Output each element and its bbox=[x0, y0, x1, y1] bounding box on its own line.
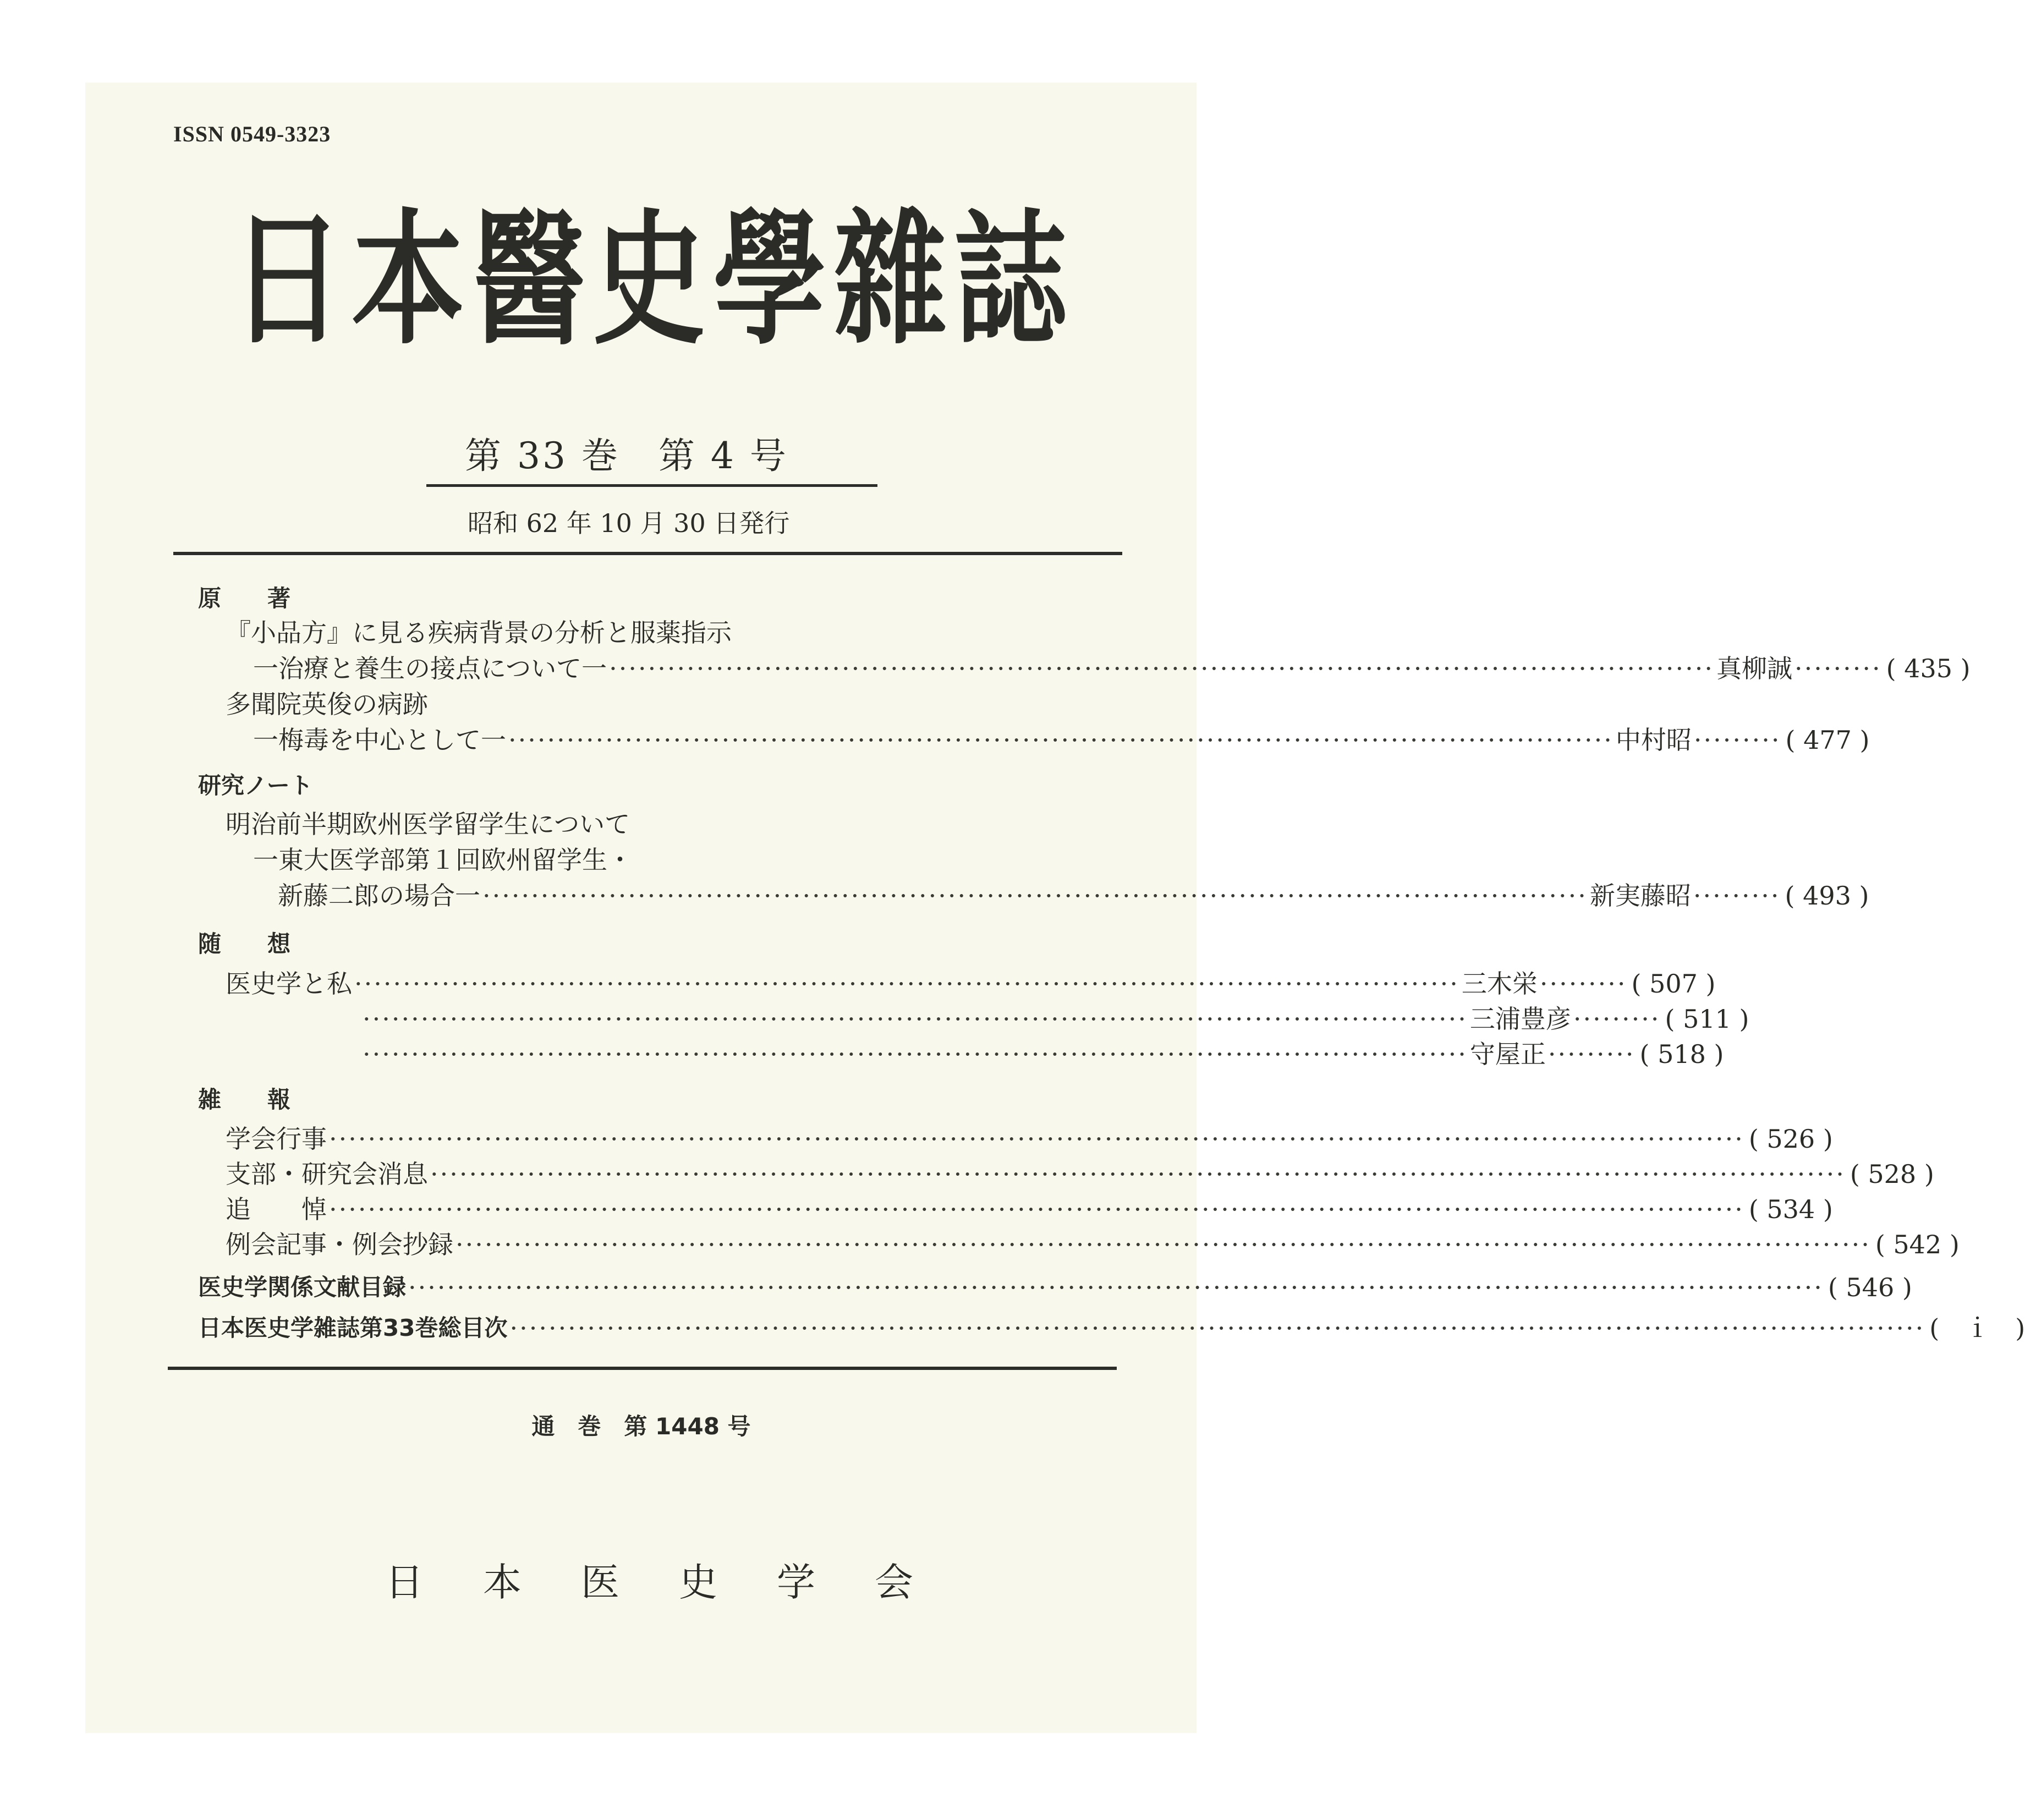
toc-entry bbox=[198, 1312, 2025, 1345]
author: 真柳 誠 bbox=[1716, 654, 1793, 683]
publisher bbox=[385, 1552, 913, 1607]
page-number: ( 542 ) bbox=[1875, 1230, 1960, 1259]
section-heading-essays: 随 想 bbox=[198, 930, 291, 957]
toc-entry bbox=[360, 1002, 1749, 1035]
leader-dots: ········· bbox=[1693, 881, 1781, 911]
essay-title: 医史学と私 bbox=[226, 969, 352, 999]
article-subtitle: 一東大医学部第１回欧州留学生・ bbox=[253, 845, 633, 875]
toc-entry bbox=[253, 723, 1870, 756]
publisher-char: 日 bbox=[385, 1560, 424, 1605]
item-label: 追 悼 bbox=[226, 1194, 327, 1224]
toc-entry bbox=[278, 879, 1869, 912]
leader-dots: ·················································································································· bbox=[363, 1039, 1468, 1069]
leader-dots: ·················································································································································· bbox=[456, 1230, 1871, 1259]
leader-dots: ········· bbox=[1693, 725, 1781, 755]
top-rule bbox=[173, 552, 1122, 555]
article-title: 明治前半期欧州医学留学生について bbox=[226, 809, 630, 839]
title-char: 史 bbox=[592, 196, 706, 365]
toc-entry bbox=[226, 1228, 1960, 1261]
page-number: ( 546 ) bbox=[1828, 1273, 1912, 1302]
article-title: 『小品方』に見る疾病背景の分析と服薬指示 bbox=[226, 618, 732, 648]
author: 新実 藤昭 bbox=[1589, 881, 1691, 911]
page-number: ( 528 ) bbox=[1850, 1159, 1934, 1189]
leader-dots: ·················································································································· bbox=[482, 881, 1588, 911]
article-subtitle: 一治療と養生の接点について一 bbox=[253, 654, 607, 683]
volume-issue: 第 33 巻 第 4 号 bbox=[465, 435, 788, 477]
toc-entry bbox=[226, 1122, 1833, 1155]
page-number: ( 526 ) bbox=[1748, 1124, 1833, 1154]
toc-entry bbox=[226, 967, 1716, 1000]
author: 三木 栄 bbox=[1461, 969, 1538, 999]
section-heading-misc: 雑 報 bbox=[198, 1086, 291, 1113]
volume-rule bbox=[426, 484, 877, 487]
title-char: 日 bbox=[231, 196, 344, 365]
bottom-rule bbox=[168, 1367, 1117, 1370]
article-subtitle: 新藤二郎の場合一 bbox=[278, 881, 480, 911]
toc-entry bbox=[226, 1158, 1934, 1191]
page-number: ( 511 ) bbox=[1665, 1004, 1749, 1034]
page-number: ( 518 ) bbox=[1639, 1039, 1724, 1069]
page-number: ( 477 ) bbox=[1785, 725, 1870, 755]
leader-dots: ·················································································································································· bbox=[329, 1124, 1744, 1154]
section-heading-index: 日本医史学雑誌第33巻総目次 bbox=[198, 1314, 508, 1341]
publisher-char: 学 bbox=[777, 1560, 815, 1605]
page-number: ( 507 ) bbox=[1631, 969, 1716, 999]
serial-number: 通 巻 第 1448 号 bbox=[531, 1413, 751, 1440]
journal-title bbox=[231, 190, 1067, 371]
leader-dots: ·················································································································· bbox=[363, 1004, 1468, 1034]
author: 守屋 正 bbox=[1469, 1039, 1546, 1069]
leader-dots: ········· bbox=[1547, 1039, 1636, 1069]
issue-date: 昭和 62 年 10 月 30 日発行 bbox=[468, 508, 790, 538]
leader-dots: ········· bbox=[1794, 654, 1882, 683]
toc-entry bbox=[253, 652, 1971, 685]
leader-dots: ·················································································································································· bbox=[408, 1273, 1824, 1302]
publisher-char: 医 bbox=[581, 1560, 619, 1605]
section-heading-bibliography: 医史学関係文献目録 bbox=[198, 1274, 407, 1301]
leader-dots: ·················································································································································· bbox=[430, 1159, 1846, 1189]
toc-entry bbox=[198, 1271, 1912, 1304]
leader-dots: ········· bbox=[1573, 1004, 1661, 1034]
leader-dots: ·················································································································· bbox=[508, 725, 1614, 755]
article-subtitle: 一梅毒を中心として一 bbox=[253, 725, 506, 755]
issn: ISSN 0549-3323 bbox=[173, 122, 331, 146]
title-char: 醫 bbox=[472, 196, 585, 365]
item-label: 支部・研究会消息 bbox=[226, 1159, 428, 1189]
page-number: ( ｉ ) bbox=[1929, 1313, 2025, 1343]
title-char: 本 bbox=[352, 196, 465, 365]
article-title: 多聞院英俊の病跡 bbox=[226, 689, 428, 719]
leader-dots: ·················································································································· bbox=[609, 654, 1715, 683]
page-number: ( 435 ) bbox=[1886, 654, 1971, 683]
leader-dots: ·················································································································································· bbox=[329, 1194, 1744, 1224]
item-label: 学会行事 bbox=[226, 1124, 327, 1154]
author: 三浦 豊彦 bbox=[1469, 1004, 1571, 1034]
publisher-char: 史 bbox=[679, 1560, 717, 1605]
toc-entry bbox=[226, 1193, 1833, 1226]
leader-dots: ········· bbox=[1539, 969, 1627, 999]
title-char: 誌 bbox=[954, 196, 1067, 365]
leader-dots: ·················································································································· bbox=[354, 969, 1459, 999]
toc-entry bbox=[360, 1038, 1724, 1071]
section-heading-original: 原 著 bbox=[198, 585, 291, 612]
title-char: 學 bbox=[713, 196, 826, 365]
leader-dots: ·················································································································································· bbox=[509, 1313, 1925, 1343]
title-char: 雜 bbox=[833, 196, 947, 365]
publisher-char: 会 bbox=[875, 1560, 913, 1605]
author: 中村 昭 bbox=[1615, 725, 1692, 755]
page-number: ( 534 ) bbox=[1748, 1194, 1833, 1224]
item-label: 例会記事・例会抄録 bbox=[226, 1230, 453, 1259]
publisher-char: 本 bbox=[483, 1560, 522, 1605]
page-number: ( 493 ) bbox=[1785, 881, 1869, 911]
section-heading-research: 研究ノート bbox=[198, 772, 313, 799]
